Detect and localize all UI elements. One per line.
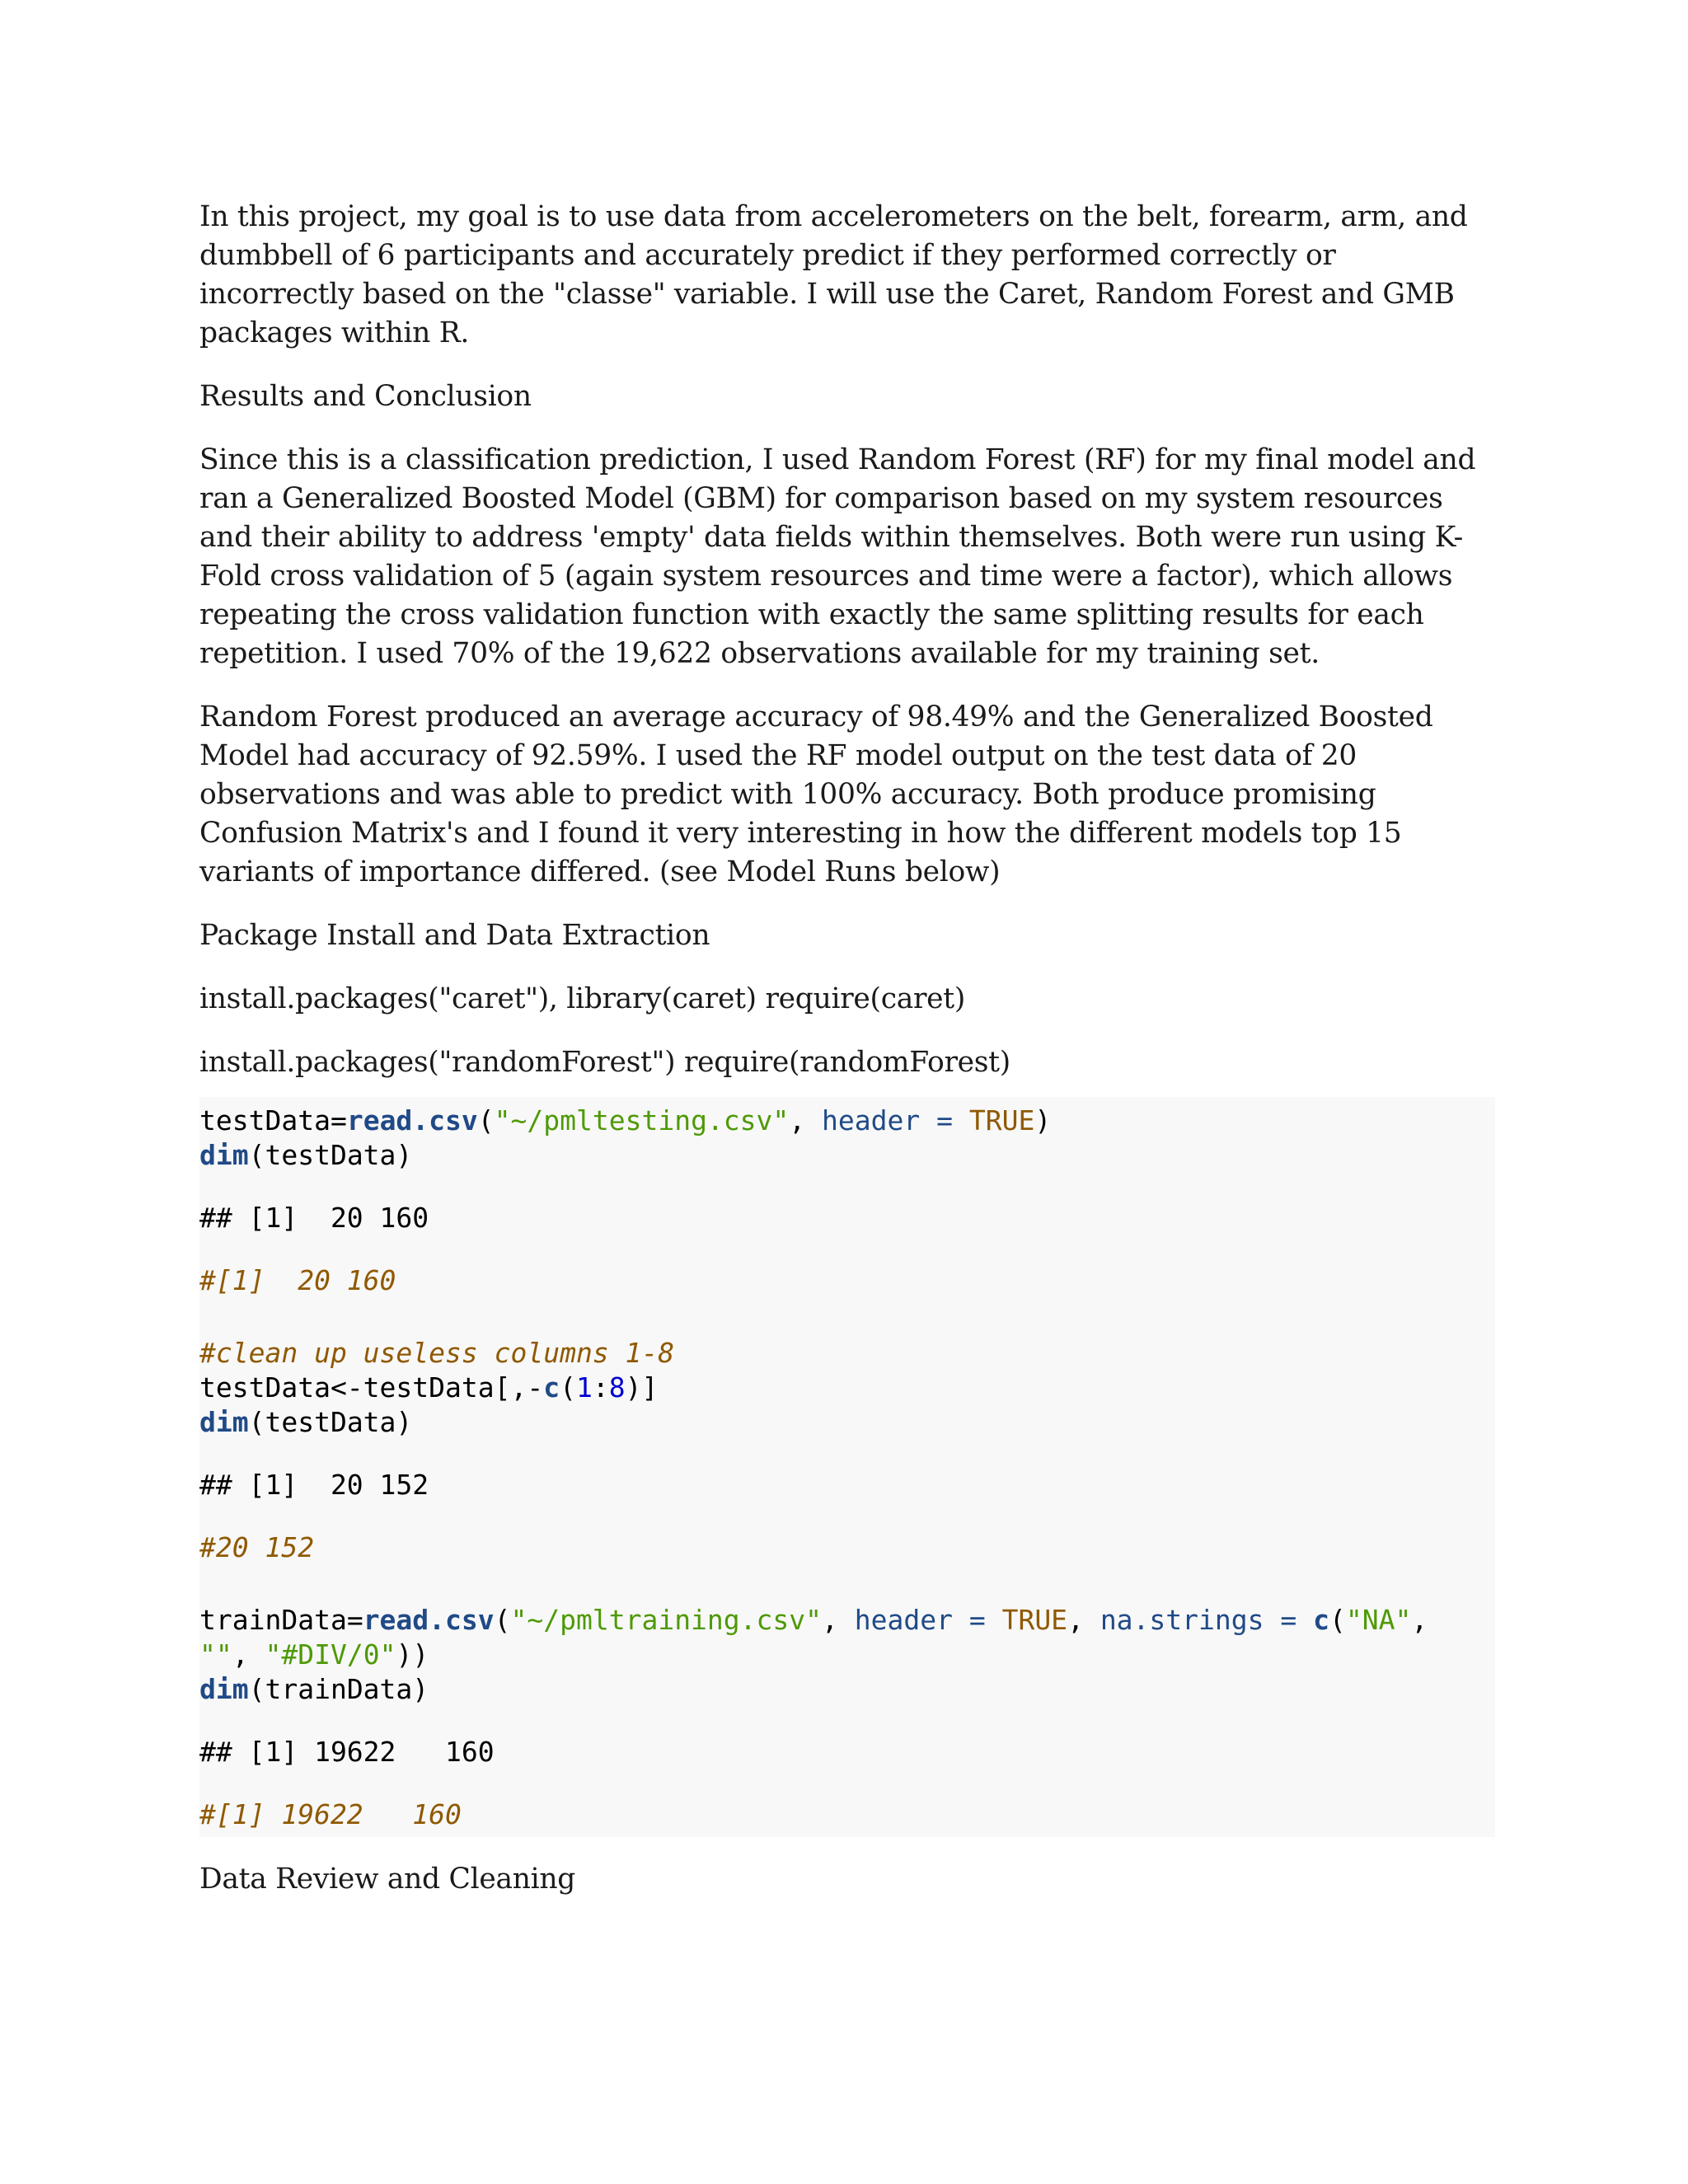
code-line-read-train [199,1603,1495,1638]
document-page [199,198,1495,1924]
code-line-read-test [199,1104,1495,1138]
code-comment-2: #clean up useless columns 1-8 [199,1337,675,1369]
code-token: )] [625,1371,659,1404]
code-function: dim [199,1406,249,1438]
install-randomforest-line: install.packages("randomForest") require(randomForest) [199,1046,1010,1079]
code-keyword: TRUE [968,1104,1035,1137]
code-token: = [346,1604,363,1636]
code-token: (trainData) [248,1673,429,1705]
code-keyword: TRUE [1001,1604,1068,1636]
code-string: "~/pmltraining.csv" [510,1604,823,1636]
code-function: c [543,1371,560,1404]
code-comment-3: #20 152 [199,1531,315,1563]
code-number: 1 [575,1371,593,1404]
code-token: ( [477,1104,495,1137]
code-token: ) [1034,1104,1052,1137]
code-comment-4: #[1] 19622 160 [199,1798,462,1830]
code-function: read.csv [363,1604,495,1636]
code-argument: header = [854,1604,1002,1636]
code-function: dim [199,1673,249,1705]
code-output-3: ## [1] 19622 160 [199,1736,495,1768]
intro-paragraph: In this project, my goal is to use data from accelerometers on the belt, forearm, arm, and dumbbell of 6 participants and accurately predict if they performed correctly or incorrectly based on the "classe" variable. I will use the Caret, Random Forest and GMB packages within R. [199,200,1468,349]
code-string: "~/pmltesting.csv" [494,1104,790,1137]
code-line-subset [199,1371,1495,1405]
code-token: , [232,1638,265,1671]
code-token: ( [560,1371,576,1404]
code-comment-1: #[1] 20 160 [199,1264,396,1296]
code-token: : [592,1371,609,1404]
code-output-1: ## [1] 20 160 [199,1202,429,1234]
data-review-heading: Data Review and Cleaning [199,1863,576,1896]
results-heading: Results and Conclusion [199,380,532,413]
code-token: , [1067,1604,1100,1636]
results-paragraph-2: Random Forest produced an average accuracy of 98.49% and the Generalized Boosted Model had accuracy of 92.59%. I used the RF model output on the test data of 20 observations and was able to predict with 100% accuracy. Both produce promising Confusion Matrix's and I found it very interesting in how the different models top 15 variants of importance differed. (see Model Runs below) [199,701,1433,888]
code-number: 8 [608,1371,626,1404]
code-string: "#DIV/0" [265,1638,396,1671]
code-argument: header = [822,1104,969,1137]
code-token: = [330,1104,347,1137]
code-string: "NA" [1345,1604,1412,1636]
code-token: ( [494,1604,511,1636]
code-string: "" [199,1638,232,1671]
code-token: (testData) [248,1139,413,1171]
code-line-dim-test-2 [199,1405,1495,1440]
code-block [199,1097,1495,1837]
code-output-2: ## [1] 20 152 [199,1469,429,1501]
code-token: (testData) [248,1406,413,1438]
code-token: , [822,1604,855,1636]
code-function: c [1313,1604,1329,1636]
package-heading: Package Install and Data Extraction [199,919,710,952]
code-line-read-train-cont [199,1638,1495,1672]
install-caret-line: install.packages("caret"), library(caret) require(caret) [199,982,966,1015]
code-token: , [789,1104,823,1137]
code-token: trainData [199,1604,347,1636]
code-token: testData<-testData[,- [199,1371,544,1404]
code-token: )) [396,1638,429,1671]
code-function: read.csv [346,1104,478,1137]
code-argument: na.strings = [1100,1604,1314,1636]
code-token: , [1411,1604,1428,1636]
code-line-dim-train [199,1672,1495,1707]
code-function: dim [199,1139,249,1171]
results-paragraph-1: Since this is a classification prediction, I used Random Forest (RF) for my final model and ran a Generalized Boosted Model (GBM) for comparison based on my system resources and their ability to address 'empty' data fields within themselves. Both were run using K-Fold cross validation of 5 (again system resources and time were a factor), which allows repeating the cross validation function with exactly the same splitting results for each repetition. I used 70% of the 19,622 observations available for my training set. [199,443,1476,670]
code-token: testData [199,1104,331,1137]
code-token: ( [1329,1604,1346,1636]
code-line-dim-test [199,1138,1495,1173]
